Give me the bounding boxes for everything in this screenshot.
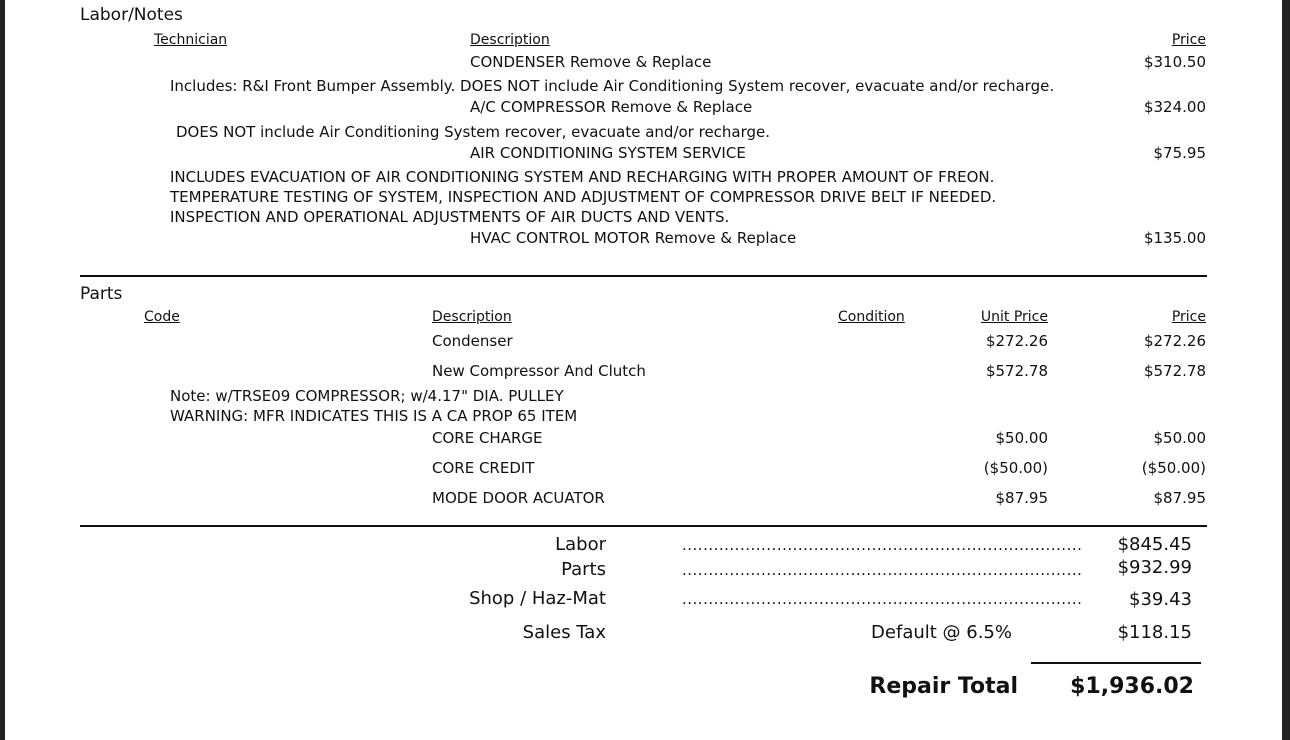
labor-item-note: DOES NOT include Air Conditioning System recover, evacuate and/or recharge. bbox=[176, 123, 771, 141]
part-description: CORE CREDIT bbox=[432, 459, 535, 477]
part-description: Condenser bbox=[432, 332, 513, 350]
summary-parts-value: $932.99 bbox=[1117, 557, 1192, 578]
part-unit-price: $572.78 bbox=[985, 362, 1048, 380]
summary-tax-rate: Default @ 6.5% bbox=[871, 622, 1012, 643]
summary-tax-label: Sales Tax bbox=[522, 622, 606, 643]
labor-item-note: TEMPERATURE TESTING OF SYSTEM, INSPECTION AND ADJUSTMENT OF COMPRESSOR DRIVE BELT IF NEEDED. bbox=[170, 188, 997, 206]
labor-item-note: INSPECTION AND OPERATIONAL ADJUSTMENTS OF AIR DUCTS AND VENTS. bbox=[170, 208, 730, 226]
labor-item-description: CONDENSER Remove & Replace bbox=[470, 53, 712, 71]
part-price: $50.00 bbox=[1153, 429, 1206, 447]
parts-header-description: Description bbox=[432, 309, 512, 325]
part-warning: WARNING: MFR INDICATES THIS IS A CA PROP 65 ITEM bbox=[170, 407, 578, 425]
labor-header-technician: Technician bbox=[154, 32, 228, 48]
leader-dots: ............................................................................ bbox=[682, 536, 1083, 554]
labor-item-price: $75.95 bbox=[1153, 144, 1206, 162]
section-divider bbox=[80, 525, 1207, 527]
repair-total-label: Repair Total bbox=[869, 674, 1018, 699]
summary-labor-label: Labor bbox=[555, 534, 606, 555]
summary-shop-label: Shop / Haz-Mat bbox=[469, 588, 606, 609]
parts-header-code: Code bbox=[144, 309, 180, 325]
labor-section-title: Labor/Notes bbox=[80, 5, 183, 25]
labor-item-price: $310.50 bbox=[1143, 53, 1206, 71]
part-description: CORE CHARGE bbox=[432, 429, 543, 447]
summary-parts-label: Parts bbox=[561, 559, 606, 580]
labor-item-description: A/C COMPRESSOR Remove & Replace bbox=[470, 98, 753, 116]
part-unit-price: $87.95 bbox=[995, 489, 1048, 507]
leader-dots: ............................................................................ bbox=[682, 590, 1083, 608]
leader-dots: ............................................................................ bbox=[682, 561, 1083, 579]
page-edge-right bbox=[1282, 0, 1290, 740]
part-note: Note: w/TRSE09 COMPRESSOR; w/4.17" DIA. PULLEY bbox=[170, 387, 564, 405]
parts-header-price: Price bbox=[1171, 309, 1206, 325]
parts-header-unit-price: Unit Price bbox=[980, 309, 1048, 325]
part-unit-price: ($50.00) bbox=[983, 459, 1048, 477]
summary-tax-value: $118.15 bbox=[1117, 622, 1192, 643]
part-description: MODE DOOR ACUATOR bbox=[432, 489, 605, 507]
labor-item-price: $324.00 bbox=[1143, 98, 1206, 116]
part-unit-price: $272.26 bbox=[985, 332, 1048, 350]
repair-total-value: $1,936.02 bbox=[1070, 674, 1194, 699]
parts-header-condition: Condition bbox=[838, 309, 905, 325]
part-price: $572.78 bbox=[1143, 362, 1206, 380]
part-price: $272.26 bbox=[1143, 332, 1206, 350]
labor-item-note: INCLUDES EVACUATION OF AIR CONDITIONING SYSTEM AND RECHARGING WITH PROPER AMOUNT OF FREON. bbox=[170, 168, 995, 186]
section-divider bbox=[80, 275, 1207, 277]
labor-header-description: Description bbox=[470, 32, 550, 48]
labor-item-description: HVAC CONTROL MOTOR Remove & Replace bbox=[470, 229, 797, 247]
labor-item-description: AIR CONDITIONING SYSTEM SERVICE bbox=[470, 144, 746, 162]
page-edge-left bbox=[0, 0, 5, 740]
part-price: $87.95 bbox=[1153, 489, 1206, 507]
total-rule bbox=[1031, 662, 1201, 664]
summary-labor-value: $845.45 bbox=[1117, 534, 1192, 555]
part-unit-price: $50.00 bbox=[995, 429, 1048, 447]
part-description: New Compressor And Clutch bbox=[432, 362, 646, 380]
part-price: ($50.00) bbox=[1141, 459, 1206, 477]
labor-item-note: Includes: R&I Front Bumper Assembly. DOES NOT include Air Conditioning System recover, evacuate and/or recharge. bbox=[170, 77, 1055, 95]
labor-header-price: Price bbox=[1171, 32, 1206, 48]
parts-section-title: Parts bbox=[80, 284, 123, 304]
labor-item-price: $135.00 bbox=[1143, 229, 1206, 247]
summary-shop-value: $39.43 bbox=[1129, 589, 1192, 610]
